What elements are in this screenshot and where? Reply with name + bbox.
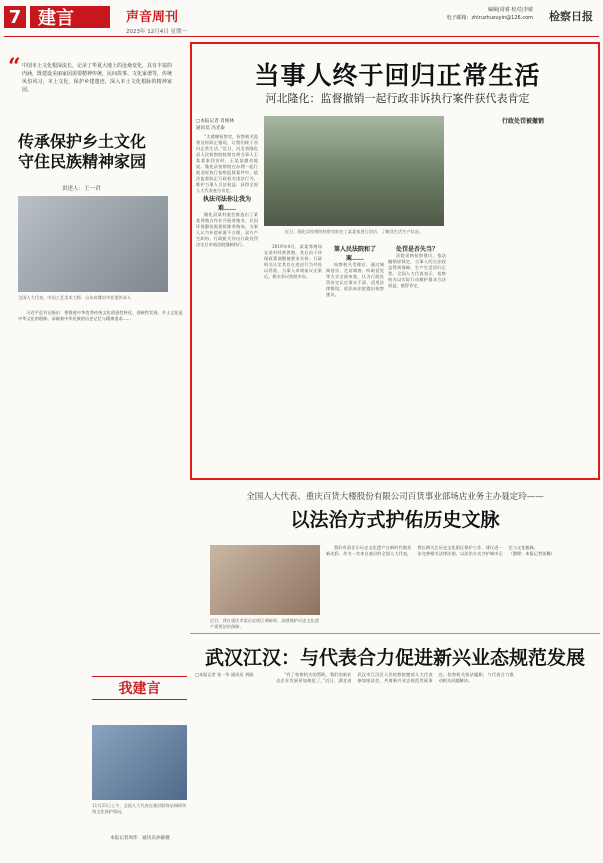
second-kicker: 全国人大代表、重庆百货大楼股份有限公司百货事业部场店业务主办聂定玲——: [246, 492, 544, 502]
kanban-title: 我建言: [92, 676, 187, 700]
left-headline: [18, 132, 146, 172]
main-body-col3: [326, 244, 384, 474]
main-body-col5: [452, 116, 594, 474]
newspaper-logo: 检察日报: [549, 10, 593, 23]
main-photo: [264, 116, 444, 226]
page-number: 7: [4, 6, 26, 28]
main-body-col2: [264, 244, 322, 474]
left-headline-line2: 守住民族精神家园: [18, 152, 147, 171]
issue-date: 2023年 12月4日 星期一: [126, 29, 187, 35]
email-line: 电子邮箱：zhiruzhuzuyin@126.com: [446, 15, 533, 21]
main-body-col5-text: 法院采纳检察建议，依法撤销原裁定，当事人的合法权益得到保障，生产生活回归正常。全国人大代表表示，检察机关以实际行动维护群众合法权益，值得肯定。: [388, 253, 446, 288]
third-byline: □本报记者 张一华 通讯员 刘娟: [195, 672, 254, 677]
main-body-col1: [196, 134, 258, 474]
main-headline: 当事人终于回归正常生活: [254, 61, 541, 90]
masthead-rule: [4, 36, 599, 37]
main-subheadline: 河北隆化：监督撤销一起行政非诉执行案件获代表肯定: [265, 92, 530, 105]
second-photo-caption: 近日，我在重庆市某历史街区调研时，深感保护历史文化遗产需要法治保障。: [210, 618, 319, 629]
left-author: 讲述人：王一君: [62, 186, 101, 192]
second-source: （整理：本报记者张璐）: [508, 551, 555, 556]
main-body-col4: [388, 244, 446, 474]
left-photo-2-caption: 11月23日上午，全国人大代表在基层联络站调研传统文化保护情况。: [92, 803, 187, 814]
left-photo-2: [92, 725, 187, 800]
main-body-col3-text: 2019年4月，某某养殖场在某村经营养殖，其后由于环保政策调整被要求关停。行政机关认定其存在违法行为并处以罚款，当事人申请复议无果后，相关争议持续多年。: [264, 244, 322, 279]
section-divider: [190, 633, 600, 634]
left-body: [18, 310, 183, 670]
main-photo-caption: 近日，隆化县检察院检察官前往了某某家进行回访，了解其生活生产状况。: [284, 229, 424, 234]
subhead-1: 执法司法你让我为难……: [202, 196, 251, 212]
quote-mark-icon: “: [8, 54, 21, 80]
editor-info: [447, 6, 534, 22]
left-headline-line1: 传承保护乡土文化: [18, 132, 147, 151]
second-headline: 以法治方式护佑历史文脉: [290, 509, 500, 531]
byline-correspondent: 通讯员 冯光泰: [196, 126, 226, 131]
third-headline: 武汉江汉：与代表合力促进新兴业态规范发展: [204, 647, 585, 669]
main-byline: [196, 118, 256, 132]
third-body-text: “有了检察机关的帮助，我们的新业态企业发展更加规范了。”近日，湖北省武汉市江汉区人民检察院邀请人大代表参加座谈会，共商新兴业态规范发展事宜。检察机关依法履职，与代表合力推动相关问题解决。: [276, 672, 514, 683]
main-body-col2-text: 隆化县某村委会推选出了某某养殖合作社开展养殖业，后因环保整治需要拆除养殖场，当事人认为补偿标准不合理，双方产生纠纷。行政机关作出行政处罚决定后申请法院强制执行。: [196, 212, 258, 247]
section-title: 建言: [30, 6, 110, 28]
photo-credit: 本报记者周伟 通讯员孙静摄: [110, 836, 170, 841]
byline-reporter: □本报记者 肖俊林: [196, 119, 234, 124]
left-photo-caption: 全国人大代表、中国工艺美术大师、山东省潍坊市非遗传承人: [18, 295, 132, 300]
subhead-2: 第人民法院和了案……: [333, 246, 376, 262]
second-body: [326, 545, 594, 623]
second-photo: [210, 545, 320, 615]
second-body-text: 我们有责任让历史文化遗产在新时代焕发新光彩。作为一名来自基层的全国人大代表，我长期关注历史文化街区保护工作，建议进一步完善相关法律法规，以法治方式守护城市记忆与文化根脉。: [326, 545, 538, 556]
left-photo: [18, 196, 168, 292]
subhead-4: 行政处罚被撤销: [501, 118, 544, 125]
subhead-3: 处罚是否失当？: [395, 246, 438, 253]
main-body-col4-text: 检察机关受理后，通过调阅卷宗、走访调查、听取意见等方式全面审查，认为行政处罚决定认定事实不清、适用法律错误，依法向法院提出检察建议。: [326, 262, 384, 297]
column-title: 声音周刊: [126, 10, 179, 25]
left-body-text: 习近平总书记指出：要推进中华优秀传统文化创造性转化、创新性发展。乡土文化是中华文化的根脉，承载着中华民族的历史记忆与精神追求……: [18, 310, 183, 321]
lead-quote: 中国本土文化根深流长，记录了华夏大地上的沧桑变化，具有丰富的内涵，既建设美丽家园需要精神传统，民间故事、文化家谱等，传统风俗风习，本土文化，保护乡建遗迹，深入本土文化根脉的精神家园。: [22, 63, 173, 93]
third-body: [195, 672, 595, 832]
main-body-col1-text: “太感谢检察官，检察机关监督及时纠正错误，让我们终于回归正常生活。”近日，河北省隆化县人民检察院检察官到当事人王某某家回访时，王某某激动地说。隆化县检察院在办理一起行政非诉执行检察监督案件中，依法监督纠正行政机关违法行为，维护当事人合法权益，获得全国人大代表充分肯定。: [196, 134, 258, 193]
editor-line: 编辑|周睿 校对|李敏: [488, 7, 533, 13]
